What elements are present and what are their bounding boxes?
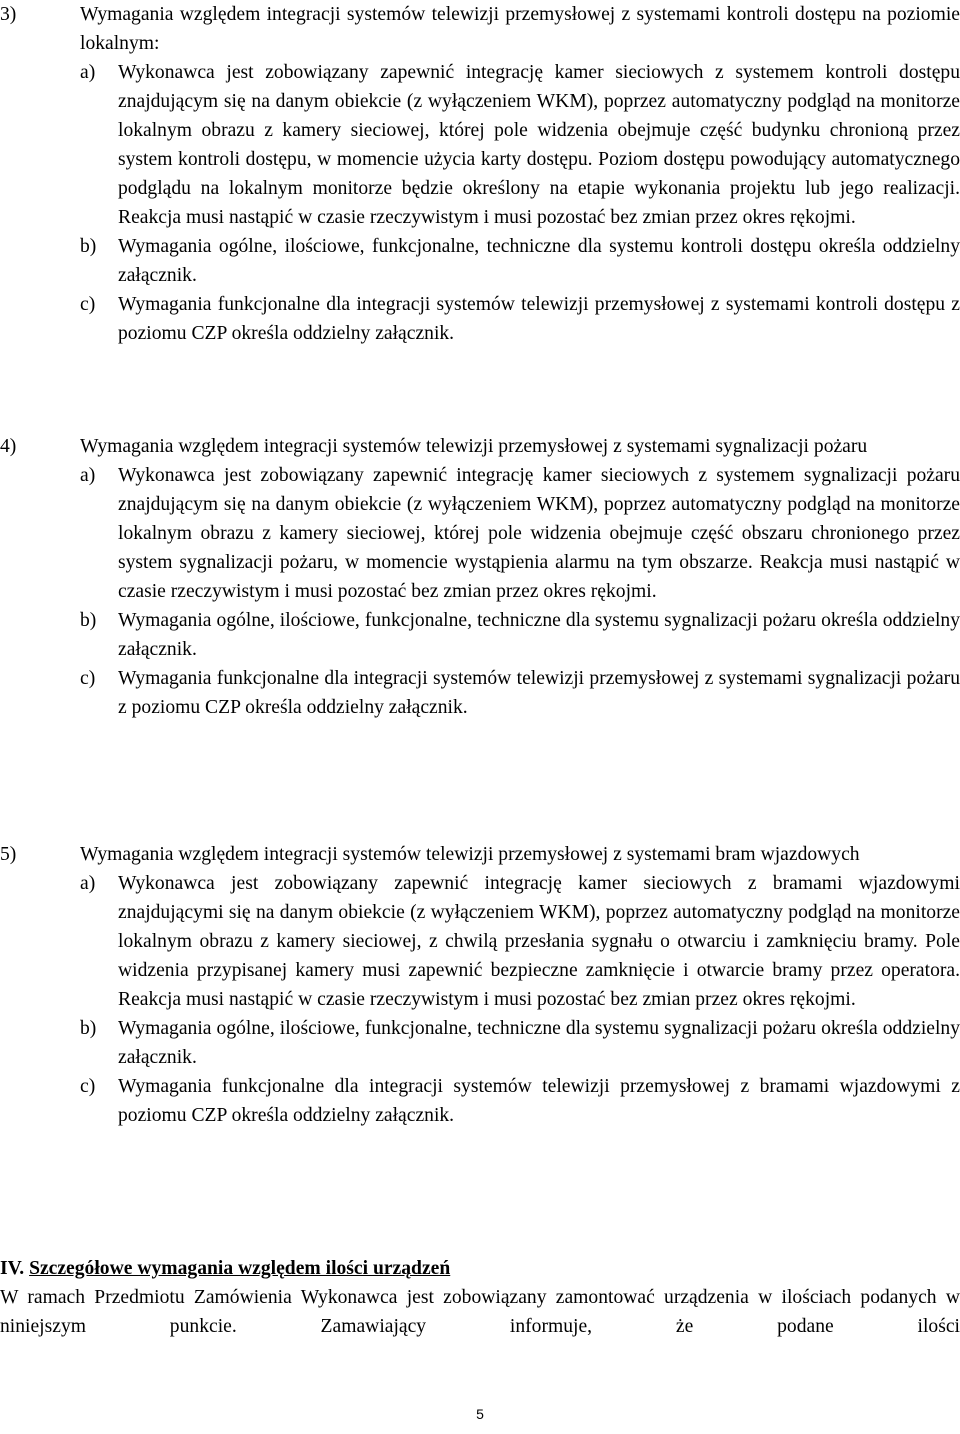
item-text: Wykonawca jest zobowiązany zapewnić integrację kamer sieciowych z systemem kontroli dostępu znajdującym się na danym obiekcie (z wyłączeniem WKM), poprzez automatyczny podgląd na monitorze lokalnym obrazu z kamery sieciowej, której pole widzenia obejmuje część budynku chronioną przez system kontroli dostępu, w momencie użycia karty dostępu. Poziom dostępu powodujący automatycznego podglądu na lokalnym monitorze będzie określony na etapie wykonania projektu lub jego realizacji. Reakcja musi nastąpić w czasie rzeczywistym i musi pozostać bez zmian przez okres rękojmi. [118, 62, 960, 228]
item-text: Wymagania funkcjonalne dla integracji systemów telewizji przemysłowej z systemami sygnalizacji pożaru z poziomu CZP określa oddzielny załącznik. [118, 668, 960, 718]
item-letter: a) [80, 465, 96, 486]
list-item [0, 869, 960, 1014]
item-letter: c) [80, 668, 96, 689]
item-letter: c) [80, 1076, 96, 1097]
item-letter: b) [80, 610, 97, 631]
section-heading-text: Wymagania względem integracji systemów telewizji przemysłowej z systemami sygnalizacji pożaru [80, 436, 868, 457]
chapter-number: IV. [0, 1258, 25, 1279]
chapter-heading [0, 1254, 960, 1283]
item-letter: c) [80, 294, 96, 315]
item-letter: b) [80, 236, 97, 257]
section-heading [0, 840, 960, 869]
section-heading [0, 432, 960, 461]
list-item [0, 606, 960, 664]
item-text: Wymagania ogólne, ilościowe, funkcjonalne, techniczne dla systemu kontroli dostępu określa oddzielny załącznik. [118, 236, 960, 286]
section-4 [0, 432, 960, 722]
section-heading [0, 0, 960, 58]
list-item [0, 58, 960, 232]
section-number: 4) [0, 436, 17, 457]
item-letter: b) [80, 1018, 97, 1039]
section-5 [0, 840, 960, 1130]
item-text: Wymagania funkcjonalne dla integracji systemów telewizji przemysłowej z bramami wjazdowymi z poziomu CZP określa oddzielny załącznik. [118, 1076, 960, 1126]
section-heading-text: Wymagania względem integracji systemów telewizji przemysłowej z systemami kontroli dostępu na poziomie lokalnym: [80, 4, 960, 54]
chapter-title: Szczegółowe wymagania względem ilości urządzeń [29, 1258, 451, 1279]
list-item [0, 232, 960, 290]
section-3 [0, 0, 960, 348]
list-item [0, 664, 960, 722]
chapter-section [0, 1254, 960, 1341]
item-text: Wykonawca jest zobowiązany zapewnić integrację kamer sieciowych z bramami wjazdowymi znajdującymi się na danym obiekcie (z wyłączeniem WKM), poprzez automatyczny podgląd na monitorze lokalnym obrazu z kamery sieciowej, z chwilą przesłania sygnału o otwarciu i zamknięciu bramy. Pole widzenia przypisanej kamery musi zapewnić bezpieczne zamknięcie i otwarcie bramy przez operatora. Reakcja musi nastąpić w czasie rzeczywistym i musi pozostać bez zmian przez okres rękojmi. [118, 873, 960, 1010]
item-text: Wykonawca jest zobowiązany zapewnić integrację kamer sieciowych z systemem sygnalizacji pożaru znajdującym się na danym obiekcie (z wyłączeniem WKM), poprzez automatyczny podgląd na monitorze lokalnym obrazu z kamery sieciowej, której pole widzenia obejmuje część obszaru chronionego przez system sygnalizacji pożaru, w momencie wystąpienia alarmu na tym obszarze. Reakcja musi nastąpić w czasie rzeczywistym i musi pozostać bez zmian przez okres rękojmi. [118, 465, 960, 602]
section-heading-text: Wymagania względem integracji systemów telewizji przemysłowej z systemami bram wjazdowych [80, 844, 860, 865]
page-number: 5 [476, 1406, 484, 1422]
chapter-body: W ramach Przedmiotu Zamówienia Wykonawca jest zobowiązany zamontować urządzenia w ilościach podanych w niniejszym punkcie. Zamawiający informuje, że podane ilości [0, 1287, 960, 1337]
list-item [0, 1014, 960, 1072]
list-item [0, 461, 960, 606]
item-letter: a) [80, 62, 96, 83]
item-text: Wymagania funkcjonalne dla integracji systemów telewizji przemysłowej z systemami kontroli dostępu z poziomu CZP określa oddzielny załącznik. [118, 294, 960, 344]
section-number: 5) [0, 844, 17, 865]
list-item [0, 1072, 960, 1130]
item-text: Wymagania ogólne, ilościowe, funkcjonalne, techniczne dla systemu sygnalizacji pożaru określa oddzielny załącznik. [118, 610, 960, 660]
item-letter: a) [80, 873, 96, 894]
list-item [0, 290, 960, 348]
item-text: Wymagania ogólne, ilościowe, funkcjonalne, techniczne dla systemu sygnalizacji pożaru określa oddzielny załącznik. [118, 1018, 960, 1068]
section-number: 3) [0, 4, 17, 25]
